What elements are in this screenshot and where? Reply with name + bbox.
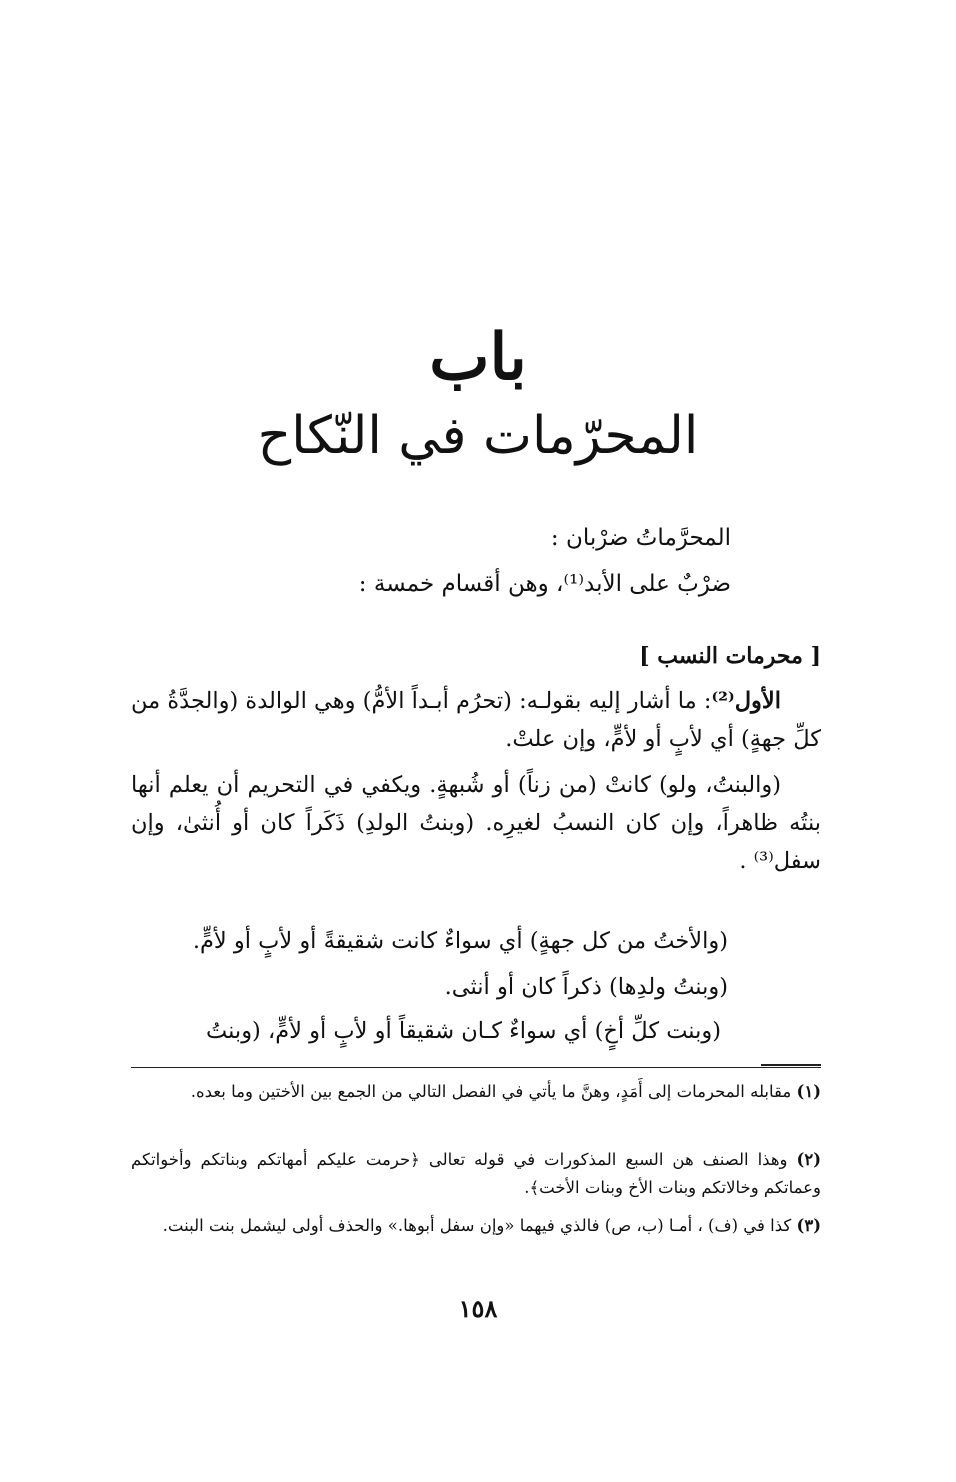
paragraph-lead: الأول⁽²⁾ bbox=[711, 688, 781, 714]
footnote-number: (٢) bbox=[796, 1150, 821, 1169]
paragraph-first bbox=[131, 682, 821, 758]
intro-line-1: المحرَّماتُ ضرْبان : bbox=[550, 525, 731, 551]
paragraph-daughter-of-child: (وبنتُ ولدِها) ذكراً كان أو أنثى. bbox=[444, 974, 728, 1000]
footnote-text: مقابله المحرمات إلى أَمَدٍ، وهنَّ ما يأتي في الفصل التالي من الجمع بين الأختين وما بعده. bbox=[190, 1082, 792, 1101]
paragraph-sister: (والأختُ من كل جهةٍ) أي سواءٌ كانت شقيقةً أو لأبٍ أو لأمٍّ. bbox=[192, 928, 728, 954]
page-number: ١٥٨ bbox=[458, 1294, 498, 1323]
paragraph-daughter: (والبنتُ، ولو) كانتْ (من زناً) أو شُبهةٍ. ويكفي في التحريم أن يعلم أنها بنتُه ظاهراً، وإن كان النسبُ لغيرِه. (وبنتُ الولدِ) ذَكَراً كان أو أُنثىٰ، وإن سفل⁽³⁾ . bbox=[131, 772, 821, 874]
chapter-title: المحرّمات في النّكاح bbox=[257, 406, 699, 466]
footnote-rule-mark bbox=[761, 1064, 821, 1066]
chapter-word: باب bbox=[429, 320, 527, 395]
footnote-2 bbox=[131, 1146, 821, 1202]
footnote-divider bbox=[131, 1067, 821, 1068]
footnote-1 bbox=[131, 1078, 821, 1106]
section-heading: [ محرمات النسب ] bbox=[639, 643, 821, 669]
footnote-number: (١) bbox=[796, 1082, 821, 1101]
footnote-text: وهذا الصنف هن السبع المذكورات في قوله تعالى ﴿حرمت عليكم أمهاتكم وبناتكم وأخواتكم وعماتكم وخالاتكم وبنات الأخ وبنات الأخت﴾. bbox=[131, 1150, 821, 1197]
footnote-number: (٣) bbox=[796, 1216, 821, 1235]
paragraph-text: : ما أشار إليه بقولـه: (تحرُم أبـداً الأمُّ) وهي الوالدة (والجدَّةُ من كلِّ جهةٍ) أي لأبٍ أو لأمٍّ، وإن علتْ. bbox=[131, 688, 821, 752]
footnote-text: كذا في (ف) ، أمـا (ب، ص) فالذي فيهما «وإن سفل أبوها.» والحذف أولى ليشمل بنت البنت. bbox=[162, 1216, 792, 1235]
intro-line-2: ضرْبٌ على الأبد⁽¹⁾، وهن أقسام خمسة : bbox=[358, 571, 731, 597]
footnote-3 bbox=[131, 1212, 821, 1240]
paragraph-niece: (وبنت كلِّ أخٍ) أي سواءٌ كـان شقيقاً أو لأبٍ أو لأمٍّ، (وبنتُ bbox=[206, 1018, 721, 1044]
